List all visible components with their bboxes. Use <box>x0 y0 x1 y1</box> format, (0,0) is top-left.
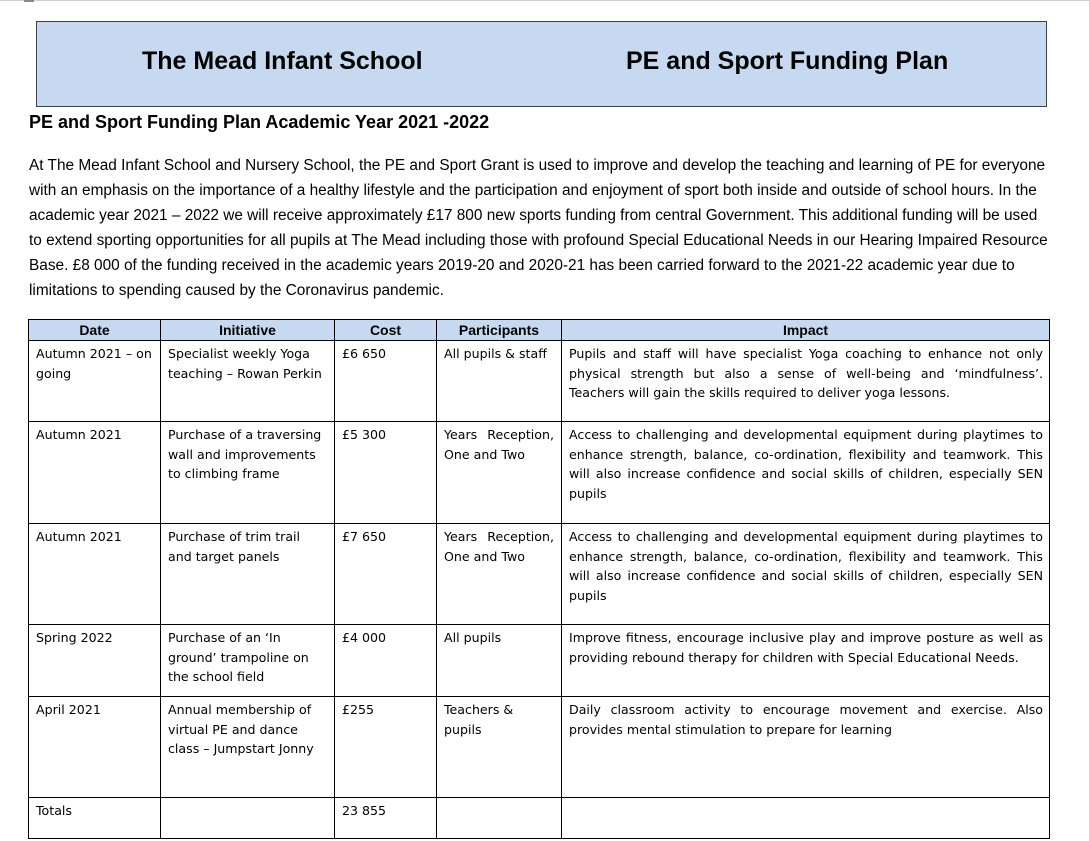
cell-participants: Years Reception, One and Two <box>437 422 562 524</box>
cell-initiative: Specialist weekly Yoga teaching – Rowan Perkin <box>161 341 335 422</box>
cell-date: Autumn 2021 <box>29 524 161 625</box>
header-initiative: Initiative <box>161 320 335 341</box>
table-row <box>29 697 1050 798</box>
plan-title: PE and Sport Funding Plan <box>626 47 949 75</box>
totals-label: Totals <box>29 798 161 839</box>
cell-participants: All pupils & staff <box>437 341 562 422</box>
table-header-row <box>29 320 1050 341</box>
table-row <box>29 341 1050 422</box>
header-cost: Cost <box>335 320 437 341</box>
funding-plan-table <box>28 319 1050 839</box>
totals-participants-empty <box>437 798 562 839</box>
header-impact: Impact <box>562 320 1050 341</box>
cell-impact: Improve fitness, encourage inclusive play and improve posture as well as providing rebound therapy for children with Special Educational Needs. <box>562 625 1050 697</box>
cell-cost: £5 300 <box>335 422 437 524</box>
cell-cost: £4 000 <box>335 625 437 697</box>
cell-impact: Access to challenging and developmental equipment during playtimes to enhance strength, balance, co-ordination, flexibility and teamwork. This will also increase confidence and social skills of children, especially SEN pupils <box>562 524 1050 625</box>
cell-date: Autumn 2021 <box>29 422 161 524</box>
cell-initiative: Purchase of trim trail and target panels <box>161 524 335 625</box>
cell-impact: Pupils and staff will have specialist Yoga coaching to enhance not only physical strength but also a sense of well-being and ‘mindfulness’. Teachers will gain the skills required to deliver yoga lessons. <box>562 341 1050 422</box>
cell-date: Autumn 2021 – on going <box>29 341 161 422</box>
header-participants: Participants <box>437 320 562 341</box>
cell-participants: Teachers & pupils <box>437 697 562 798</box>
cell-participants: All pupils <box>437 625 562 697</box>
cell-initiative: Purchase of a traversing wall and improvements to climbing frame <box>161 422 335 524</box>
intro-paragraph: At The Mead Infant School and Nursery School, the PE and Sport Grant is used to improve and develop the teaching and learning of PE for everyone with an emphasis on the importance of a healthy lifestyle and the participation and enjoyment of sport both inside and outside of school hours. In the academic year 2021 – 2022 we will receive approximately £17 800 new sports funding from central Government. This additional funding will be used to extend sporting opportunities for all pupils at The Mead including those with profound Special Educational Needs in our Hearing Impaired Resource Base. £8 000 of the funding received in the academic years 2019-20 and 2020-21 has been carried forward to the 2021-22 academic year due to limitations to spending caused by the Coronavirus pandemic. <box>29 157 1048 299</box>
page-top-border <box>0 0 1089 1</box>
cell-initiative: Purchase of an ‘In ground’ trampoline on the school field <box>161 625 335 697</box>
table-row <box>29 422 1050 524</box>
cell-initiative: Annual membership of virtual PE and dance class – Jumpstart Jonny <box>161 697 335 798</box>
totals-row <box>29 798 1050 839</box>
totals-cost: 23 855 <box>335 798 437 839</box>
school-name: The Mead Infant School <box>142 47 423 75</box>
totals-impact-empty <box>562 798 1050 839</box>
table-row <box>29 625 1050 697</box>
document-subtitle: PE and Sport Funding Plan Academic Year 2021 -2022 <box>29 112 490 132</box>
cell-participants: Years Reception, One and Two <box>437 524 562 625</box>
totals-initiative-empty <box>161 798 335 839</box>
cell-date: April 2021 <box>29 697 161 798</box>
cell-cost: £6 650 <box>335 341 437 422</box>
cell-impact: Access to challenging and developmental equipment during playtimes to enhance strength, balance, co-ordination, flexibility and teamwork. This will also increase confidence and social skills of children, especially SEN pupils <box>562 422 1050 524</box>
header-date: Date <box>29 320 161 341</box>
cell-date: Spring 2022 <box>29 625 161 697</box>
ruler-mark <box>24 0 34 2</box>
header-banner <box>36 21 1047 107</box>
cell-cost: £255 <box>335 697 437 798</box>
cell-impact: Daily classroom activity to encourage movement and exercise. Also provides mental stimulation to prepare for learning <box>562 697 1050 798</box>
table-row <box>29 524 1050 625</box>
cell-cost: £7 650 <box>335 524 437 625</box>
